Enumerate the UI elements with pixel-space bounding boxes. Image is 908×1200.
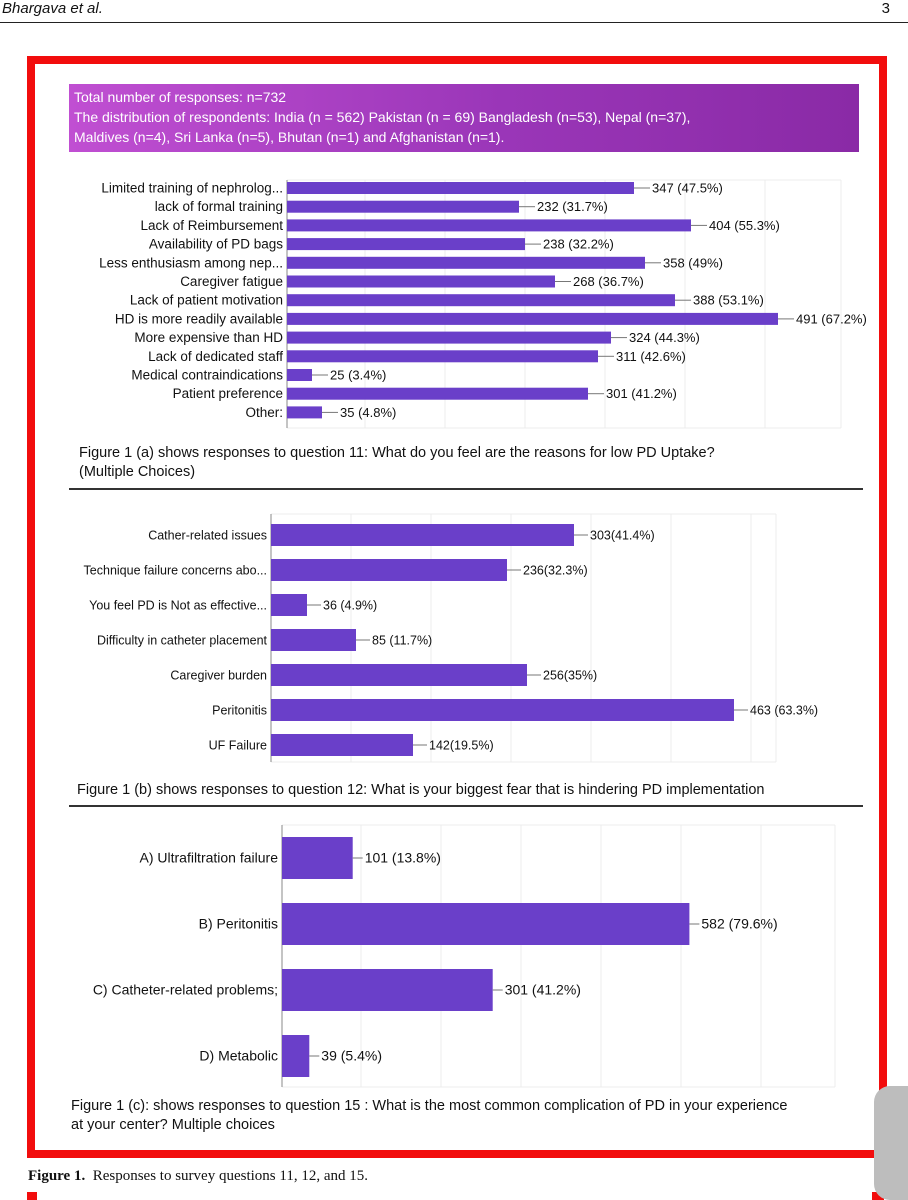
bar (287, 238, 525, 250)
chart-q11 (35, 174, 879, 444)
caption-b-line-1: Figure 1 (b) shows responses to question 12: What is your biggest fear that is hindering PD implementation (77, 782, 765, 798)
category-label: Lack of Reimbursement (140, 217, 283, 233)
category-label: Availability of PD bags (148, 236, 283, 252)
category-label: Lack of dedicated staff (148, 348, 283, 364)
data-label: 324 (44.3%) (629, 330, 700, 346)
banner-line-3: Maldives (n=4), Sri Lanka (n=5), Bhutan (n=1) and Afghanistan (n=1). (74, 129, 505, 145)
category-label: Caregiver fatigue (180, 274, 283, 289)
category-label: C) Catheter-related problems; (92, 981, 278, 998)
category-label: Peritonitis (212, 703, 267, 718)
bar (287, 332, 611, 344)
bar (287, 182, 634, 194)
figure-caption-text: Responses to survey questions 11, 12, and 15. (92, 1168, 368, 1184)
caption-b (77, 781, 765, 800)
category-label: Difficulty in catheter placement (97, 633, 267, 648)
data-label: 35 (4.8%) (340, 404, 397, 420)
survey-banner (69, 84, 859, 152)
bar (287, 294, 675, 306)
data-label: 36 (4.9%) (323, 598, 378, 613)
caption-c-line-2: at your center? Multiple choices (71, 1117, 275, 1133)
frame-edge-left (27, 1192, 37, 1200)
bar (287, 276, 555, 288)
bar (282, 903, 689, 945)
bar (287, 350, 598, 362)
figure-caption (28, 1168, 368, 1185)
data-label: 301 (41.2%) (504, 981, 581, 998)
data-label: 582 (79.6%) (701, 915, 778, 932)
category-label: Limited training of nephrolog... (101, 180, 283, 196)
bar (287, 406, 322, 418)
caption-c (71, 1097, 787, 1135)
category-label: Cather-related issues (148, 528, 267, 543)
data-label: 232 (31.7%) (537, 199, 608, 215)
category-label: UF Failure (208, 738, 267, 753)
bar (271, 664, 527, 686)
data-label: 347 (47.5%) (652, 180, 723, 196)
category-label: Lack of patient motivation (129, 292, 283, 308)
bar (287, 369, 312, 381)
category-label: Other: (245, 404, 283, 420)
data-label: 404 (55.3%) (709, 217, 780, 233)
bar (282, 1035, 309, 1077)
scroll-tab[interactable] (874, 1086, 908, 1200)
category-label: Less enthusiasm among nep... (99, 255, 283, 271)
bar (282, 837, 353, 879)
data-label: 311 (42.6%) (616, 348, 686, 364)
bar (287, 201, 519, 213)
bar (271, 524, 574, 546)
running-head (0, 0, 908, 23)
data-label: 256(35%) (543, 668, 598, 683)
category-label: Technique failure concerns abo... (83, 563, 267, 578)
data-label: 101 (13.8%) (364, 849, 441, 866)
chart-q12 (35, 508, 879, 768)
data-label: 236(32.3%) (523, 563, 588, 578)
bar (287, 257, 645, 269)
data-label: 268 (36.7%) (573, 274, 644, 289)
banner-line-2: The distribution of respondents: India (n = 562) Pakistan (n = 69) Bangladesh (n=53), Nepal (n=37), (74, 109, 691, 125)
data-label: 303(41.4%) (590, 528, 655, 543)
data-label: 463 (63.3%) (750, 703, 819, 718)
data-label: 358 (49%) (663, 255, 723, 271)
banner-line-1: Total number of responses: n=732 (74, 89, 287, 105)
bar (271, 629, 356, 651)
figure-caption-label: Figure 1. (28, 1168, 86, 1184)
divider-1 (69, 488, 863, 490)
bar (287, 388, 588, 400)
category-label: D) Metabolic (199, 1047, 278, 1064)
category-label: Patient preference (172, 386, 283, 402)
bar (271, 699, 734, 721)
divider-2 (69, 805, 863, 807)
caption-a-line-2: (Multiple Choices) (79, 464, 196, 480)
bar (287, 313, 778, 325)
category-label: Medical contraindications (131, 367, 283, 383)
data-label: 142(19.5%) (429, 738, 494, 753)
category-label: Caregiver burden (170, 668, 267, 683)
bar (282, 969, 493, 1011)
category-label: More expensive than HD (134, 330, 283, 346)
data-label: 25 (3.4%) (330, 367, 387, 383)
bar (271, 594, 307, 616)
figure-frame (27, 56, 887, 1158)
caption-a (79, 444, 715, 482)
caption-c-line-1: Figure 1 (c): shows responses to question 15 : What is the most common complication of PD in your experience (71, 1098, 788, 1114)
page-number: 3 (881, 0, 890, 17)
category-label: You feel PD is Not as effective... (89, 598, 267, 613)
data-label: 39 (5.4%) (321, 1047, 383, 1064)
data-label: 491 (67.2%) (796, 311, 867, 327)
chart-q15 (35, 819, 879, 1094)
data-label: 238 (32.2%) (543, 236, 614, 252)
category-label: HD is more readily available (114, 311, 283, 327)
category-label: B) Peritonitis (198, 915, 278, 932)
data-label: 388 (53.1%) (693, 292, 764, 308)
data-label: 301 (41.2%) (606, 386, 677, 402)
data-label: 85 (11.7%) (372, 633, 433, 648)
bar (287, 219, 691, 231)
category-label: A) Ultrafiltration failure (139, 849, 278, 866)
bar (271, 734, 413, 756)
bar (271, 559, 507, 581)
category-label: lack of formal training (154, 199, 283, 215)
caption-a-line-1: Figure 1 (a) shows responses to question 11: What do you feel are the reasons for low PD Uptake? (79, 445, 715, 461)
author-name: Bhargava et al. (2, 0, 103, 17)
